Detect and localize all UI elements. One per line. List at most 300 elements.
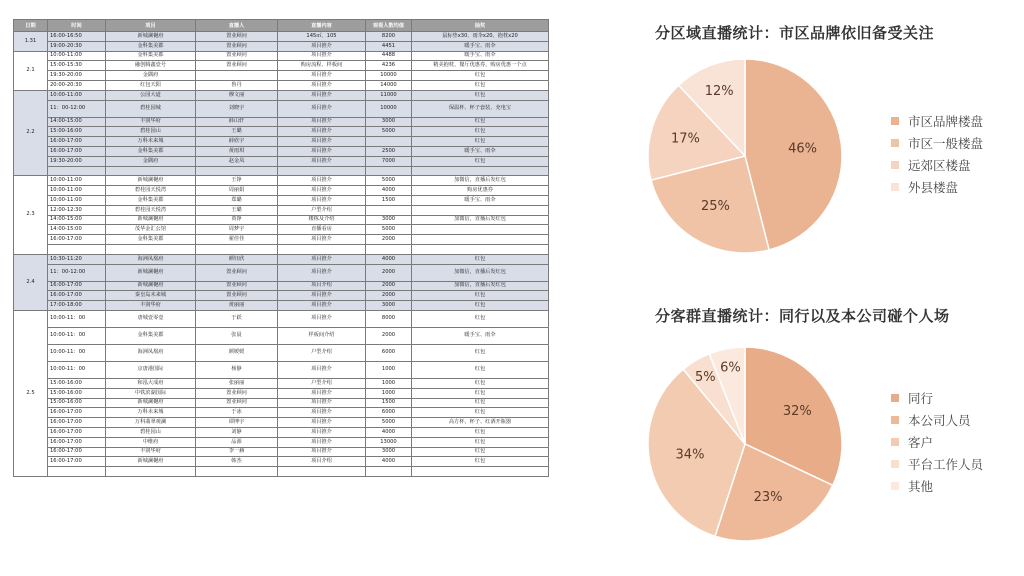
cell-time: 16:00-17:00 bbox=[48, 408, 106, 418]
cell-viewers bbox=[366, 205, 412, 215]
cell-time: 19:00-20:30 bbox=[48, 41, 106, 51]
cell-host bbox=[196, 166, 278, 176]
cell-prize: 红包 bbox=[412, 254, 549, 264]
cell-content bbox=[278, 467, 366, 477]
cell-viewers: 1000 bbox=[366, 378, 412, 388]
cell-project: 京唐港国际 bbox=[106, 361, 196, 378]
cell-prize: 购房优惠券 bbox=[412, 186, 549, 196]
cell-content: 项目推介 bbox=[278, 437, 366, 447]
cell-time: 16:00-16:50 bbox=[48, 32, 106, 42]
cell-prize: 精美抱枕、餐厅优惠券、购房优惠一个点 bbox=[412, 61, 549, 71]
cell-content: 项目推介 bbox=[278, 310, 366, 327]
cell-time: 10:00-11：00 bbox=[48, 310, 106, 327]
cell-project: 金科集美郡 bbox=[106, 195, 196, 205]
cell-prize: 红包 bbox=[412, 127, 549, 137]
col-header-host: 直播人 bbox=[196, 20, 278, 32]
cell-viewers: 4236 bbox=[366, 61, 412, 71]
cell-viewers: 3000 bbox=[366, 301, 412, 311]
legend-item bbox=[891, 431, 983, 453]
cell-host bbox=[196, 71, 278, 81]
cell-prize: 加微信，直播后发红包 bbox=[412, 264, 549, 281]
table-row bbox=[14, 447, 549, 457]
cell-project bbox=[106, 467, 196, 477]
cell-viewers bbox=[366, 137, 412, 147]
cell-prize: 加微信，直播后发红包 bbox=[412, 176, 549, 186]
cell-time: 10:00-11:00 bbox=[48, 51, 106, 61]
legend-swatch bbox=[891, 416, 899, 424]
cell-project: 新城澜樾府 bbox=[106, 176, 196, 186]
cell-prize: 暖手宝、雨伞 bbox=[412, 327, 549, 344]
cell-viewers: 5000 bbox=[366, 127, 412, 137]
cell-host: 薛山轩 bbox=[196, 117, 278, 127]
cell-date: 2.1 bbox=[14, 51, 48, 90]
legend-swatch bbox=[891, 482, 899, 490]
cell-time: 16:00-17:00 bbox=[48, 437, 106, 447]
cell-viewers: 2000 bbox=[366, 264, 412, 281]
cell-viewers: 1500 bbox=[366, 195, 412, 205]
cell-viewers: 2000 bbox=[366, 235, 412, 245]
slice-label: 12% bbox=[704, 83, 734, 99]
cell-viewers: 3000 bbox=[366, 215, 412, 225]
legend-label: 客户 bbox=[908, 435, 934, 450]
chart1-legend bbox=[891, 110, 983, 198]
cell-project: 中维府 bbox=[106, 437, 196, 447]
cell-project: 丰润华府 bbox=[106, 447, 196, 457]
table-row bbox=[14, 90, 549, 100]
cell-project: 和泓大成府 bbox=[106, 378, 196, 388]
cell-viewers: 14000 bbox=[366, 80, 412, 90]
cell-prize: 加微信，直播后发红包 bbox=[412, 215, 549, 225]
cell-prize: 红包 bbox=[412, 310, 549, 327]
cell-project: 红包天阳 bbox=[106, 80, 196, 90]
cell-host: 置业顾问 bbox=[196, 51, 278, 61]
cell-content: 项目介绍 bbox=[278, 457, 366, 467]
table-row bbox=[14, 457, 549, 467]
table-row bbox=[14, 186, 549, 196]
table-row bbox=[14, 71, 549, 81]
cell-prize: 加微信，直播后发红包 bbox=[412, 281, 549, 291]
chart2-legend bbox=[891, 387, 983, 497]
cell-time: 16:00-17:00 bbox=[48, 235, 106, 245]
legend-swatch bbox=[891, 117, 899, 125]
table-row bbox=[14, 301, 549, 311]
cell-time: 16:00-17:00 bbox=[48, 146, 106, 156]
cell-project: 海洲凤凰府 bbox=[106, 344, 196, 361]
cell-prize: 暖手宝、雨伞 bbox=[412, 51, 549, 61]
cell-content: 项目推介 bbox=[278, 90, 366, 100]
cell-content: 项目推介 bbox=[278, 301, 366, 311]
cell-date: 1.31 bbox=[14, 32, 48, 52]
cell-time: 10:00-11：00 bbox=[48, 327, 106, 344]
cell-time: 10:00-11：00 bbox=[48, 344, 106, 361]
cell-project: 金科集美郡 bbox=[106, 146, 196, 156]
cell-prize: 暖手宝、雨伞 bbox=[412, 41, 549, 51]
cell-content: 户型介绍 bbox=[278, 378, 366, 388]
cell-host: 张晨 bbox=[196, 327, 278, 344]
cell-viewers: 1000 bbox=[366, 361, 412, 378]
cell-host: 颜钰欣 bbox=[196, 254, 278, 264]
cell-content: 项目推介 bbox=[278, 176, 366, 186]
cell-host: 张丽丽 bbox=[196, 378, 278, 388]
cell-prize: 红包 bbox=[412, 117, 549, 127]
cell-content: 户型介绍 bbox=[278, 344, 366, 361]
chart2-pie bbox=[645, 344, 845, 544]
cell-prize bbox=[412, 467, 549, 477]
table-body bbox=[14, 32, 549, 477]
legend-item bbox=[891, 110, 983, 132]
cell-content: 项目推介 bbox=[278, 41, 366, 51]
cell-project: 金科集美郡 bbox=[106, 51, 196, 61]
cell-prize: 红包 bbox=[412, 361, 549, 378]
cell-content: 项目推介 bbox=[278, 100, 366, 117]
slice-label: 25% bbox=[701, 198, 730, 214]
legend-swatch bbox=[891, 183, 899, 191]
cell-content: 项目推介 bbox=[278, 146, 366, 156]
cell-time: 17:00-18:00 bbox=[48, 301, 106, 311]
cell-prize: 红包 bbox=[412, 378, 549, 388]
cell-viewers: 4000 bbox=[366, 457, 412, 467]
cell-content: 直播看房 bbox=[278, 225, 366, 235]
cell-project: 新城澜樾府 bbox=[106, 264, 196, 281]
cell-prize: 红包 bbox=[412, 137, 549, 147]
table-row bbox=[14, 344, 549, 361]
legend-label: 其他 bbox=[908, 479, 934, 494]
table-row bbox=[14, 327, 549, 344]
table-row bbox=[14, 156, 549, 166]
cell-time: 16:00-17:00 bbox=[48, 427, 106, 437]
col-header-content: 直播内容 bbox=[278, 20, 366, 32]
cell-time bbox=[48, 467, 106, 477]
table-row bbox=[14, 408, 549, 418]
cell-project: 新城澜樾府 bbox=[106, 398, 196, 408]
cell-content: 项目推介 bbox=[278, 186, 366, 196]
cell-content: 楼栋及介绍 bbox=[278, 215, 366, 225]
cell-time: 16:00-17:00 bbox=[48, 137, 106, 147]
cell-viewers: 3000 bbox=[366, 447, 412, 457]
cell-date: 2.4 bbox=[14, 254, 48, 310]
table-row bbox=[14, 137, 549, 147]
cell-time: 10:00-11:00 bbox=[48, 90, 106, 100]
table-row bbox=[14, 310, 549, 327]
cell-time: 15:00-15:30 bbox=[48, 61, 106, 71]
cell-host: 刘晓宇 bbox=[196, 100, 278, 117]
cell-content: 项目推介 bbox=[278, 427, 366, 437]
slice-label: 6% bbox=[720, 360, 741, 376]
cell-viewers: 11000 bbox=[366, 90, 412, 100]
cell-host: 郑璐 bbox=[196, 195, 278, 205]
chart1-title: 分区域直播统计：市区品牌依旧备受关注 bbox=[655, 24, 935, 42]
cell-project: 万科未来城 bbox=[106, 408, 196, 418]
cell-content: 项目推介 bbox=[278, 117, 366, 127]
slice-label: 34% bbox=[675, 447, 705, 463]
cell-content: 项目推介 bbox=[278, 408, 366, 418]
cell-time: 10:00-11:00 bbox=[48, 186, 106, 196]
cell-project bbox=[106, 166, 196, 176]
table-row bbox=[14, 418, 549, 428]
cell-content: 项目推介 bbox=[278, 137, 366, 147]
cell-content: 项目推介 bbox=[278, 388, 366, 398]
cell-viewers bbox=[366, 166, 412, 176]
table-row bbox=[14, 41, 549, 51]
cell-viewers: 7000 bbox=[366, 156, 412, 166]
cell-host: 薛欣宇 bbox=[196, 137, 278, 147]
cell-time: 16:00-17:00 bbox=[48, 457, 106, 467]
cell-project: 新城澜樾府 bbox=[106, 215, 196, 225]
table-row bbox=[14, 176, 549, 186]
legend-swatch bbox=[891, 460, 899, 468]
cell-project: 新城澜樾府 bbox=[106, 457, 196, 467]
cell-content: 项目推介 bbox=[278, 447, 366, 457]
cell-host: 颜媛媛 bbox=[196, 344, 278, 361]
cell-content: 项目推介 bbox=[278, 361, 366, 378]
cell-viewers: 2000 bbox=[366, 281, 412, 291]
cell-prize bbox=[412, 166, 549, 176]
cell-host: 杨静 bbox=[196, 361, 278, 378]
cell-host: 刘静 bbox=[196, 427, 278, 437]
cell-viewers: 2000 bbox=[366, 327, 412, 344]
cell-host: 置业顾问 bbox=[196, 291, 278, 301]
cell-host: 翟佳佳 bbox=[196, 235, 278, 245]
cell-time bbox=[48, 244, 106, 254]
cell-time: 16:00-17:00 bbox=[48, 418, 106, 428]
table-row bbox=[14, 388, 549, 398]
cell-content: 项目推介 bbox=[278, 51, 366, 61]
cell-project: 金科集美郡 bbox=[106, 235, 196, 245]
cell-viewers: 1000 bbox=[366, 388, 412, 398]
table-row bbox=[14, 117, 549, 127]
legend-item bbox=[891, 176, 983, 198]
cell-host bbox=[196, 467, 278, 477]
cell-viewers: 3000 bbox=[366, 117, 412, 127]
cell-prize: 红包 bbox=[412, 408, 549, 418]
cell-host: 周丽娟 bbox=[196, 186, 278, 196]
col-header-time: 时间 bbox=[48, 20, 106, 32]
cell-prize: 红包 bbox=[412, 388, 549, 398]
cell-prize: 红包 bbox=[412, 344, 549, 361]
cell-time: 15:00-16:00 bbox=[48, 378, 106, 388]
cell-host: 黄雨琪 bbox=[196, 146, 278, 156]
cell-content: 项目推介 bbox=[278, 71, 366, 81]
cell-viewers: 8000 bbox=[366, 310, 412, 327]
table-row bbox=[14, 51, 549, 61]
cell-content bbox=[278, 244, 366, 254]
legend-label: 平台工作人员 bbox=[908, 457, 984, 472]
cell-prize: 红包 bbox=[412, 437, 549, 447]
table-row bbox=[14, 166, 549, 176]
cell-content: 项目推介 bbox=[278, 156, 366, 166]
cell-prize: 红包 bbox=[412, 447, 549, 457]
cell-host: 鲁丹 bbox=[196, 80, 278, 90]
cell-time: 10:00-11：00 bbox=[48, 361, 106, 378]
cell-viewers: 10000 bbox=[366, 71, 412, 81]
cell-project: 新城澜樾府 bbox=[106, 281, 196, 291]
cell-prize bbox=[412, 244, 549, 254]
cell-host: 于冰 bbox=[196, 408, 278, 418]
cell-time: 16:00-17:00 bbox=[48, 281, 106, 291]
cell-viewers: 1500 bbox=[366, 398, 412, 408]
cell-viewers: 6000 bbox=[366, 408, 412, 418]
cell-date: 2.3 bbox=[14, 176, 48, 254]
cell-project: 茂华金汇公馆 bbox=[106, 225, 196, 235]
cell-time: 11：00-12:00 bbox=[48, 264, 106, 281]
cell-time: 12:00-12:30 bbox=[48, 205, 106, 215]
table-row bbox=[14, 264, 549, 281]
cell-host: 于跃 bbox=[196, 310, 278, 327]
cell-content: 项目推介 bbox=[278, 291, 366, 301]
legend-item bbox=[891, 387, 983, 409]
cell-viewers: 5000 bbox=[366, 418, 412, 428]
cell-viewers: 5000 bbox=[366, 176, 412, 186]
cell-host: 谭博宇 bbox=[196, 418, 278, 428]
table-row bbox=[14, 215, 549, 225]
cell-host: 置业顾问 bbox=[196, 398, 278, 408]
cell-host: 置业顾问 bbox=[196, 61, 278, 71]
cell-time: 14:00-15:00 bbox=[48, 225, 106, 235]
cell-prize bbox=[412, 205, 549, 215]
cell-prize: 红包 bbox=[412, 291, 549, 301]
cell-prize: 红包 bbox=[412, 156, 549, 166]
cell-prize: 鼠标垫x30、雨伞x20、抱枕x20 bbox=[412, 32, 549, 42]
cell-prize: 红包 bbox=[412, 301, 549, 311]
cell-prize: 红包 bbox=[412, 457, 549, 467]
cell-time: 15:00-16:00 bbox=[48, 398, 106, 408]
legend-label: 本公司人员 bbox=[908, 413, 971, 428]
cell-content: 购房流程、样板间 bbox=[278, 61, 366, 71]
cell-host bbox=[196, 244, 278, 254]
cell-date: 2.2 bbox=[14, 90, 48, 176]
col-header-prize: 抽奖 bbox=[412, 20, 549, 32]
cell-content: 项目推介 bbox=[278, 80, 366, 90]
table-row bbox=[14, 281, 549, 291]
cell-project: 丰润华府 bbox=[106, 117, 196, 127]
table-row bbox=[14, 398, 549, 408]
cell-time: 11：00-12:00 bbox=[48, 100, 106, 117]
cell-host: 置业顾问 bbox=[196, 264, 278, 281]
cell-time bbox=[48, 166, 106, 176]
cell-viewers: 10000 bbox=[366, 100, 412, 117]
legend-label: 同行 bbox=[908, 391, 934, 406]
table-row bbox=[14, 427, 549, 437]
table-row bbox=[14, 361, 549, 378]
cell-content: 145㎡、105 bbox=[278, 32, 366, 42]
cell-prize: 红包 bbox=[412, 71, 549, 81]
slice-label: 17% bbox=[671, 131, 700, 147]
legend-item bbox=[891, 409, 983, 431]
cell-project: 新城澜樾府 bbox=[106, 32, 196, 42]
cell-viewers: 6000 bbox=[366, 344, 412, 361]
table-header-row bbox=[14, 20, 549, 32]
cell-host: 李一赫 bbox=[196, 447, 278, 457]
cell-project: 公园大道 bbox=[106, 90, 196, 100]
cell-project: 碧桂园天悦湾 bbox=[106, 205, 196, 215]
cell-host: 王璐 bbox=[196, 127, 278, 137]
cell-time: 14:00-15:00 bbox=[48, 117, 106, 127]
cell-prize: 红包 bbox=[412, 398, 549, 408]
cell-content: 项目推介 bbox=[278, 254, 366, 264]
table-row bbox=[14, 254, 549, 264]
cell-host: 黄丽丽 bbox=[196, 301, 278, 311]
cell-project: 金隅府 bbox=[106, 156, 196, 166]
cell-host: 置业顾问 bbox=[196, 281, 278, 291]
legend-label: 市区一般楼盘 bbox=[908, 136, 984, 151]
table-row bbox=[14, 244, 549, 254]
cell-prize: 红包 bbox=[412, 80, 549, 90]
col-header-date: 日期 bbox=[14, 20, 48, 32]
cell-content: 户型介绍 bbox=[278, 205, 366, 215]
cell-prize: 暖手宝、雨伞 bbox=[412, 146, 549, 156]
cell-content: 项目推介 bbox=[278, 195, 366, 205]
cell-time: 19:30-20:00 bbox=[48, 71, 106, 81]
cell-project: 碧桂园山 bbox=[106, 427, 196, 437]
cell-host: 置业顾问 bbox=[196, 388, 278, 398]
cell-content: 项目推介 bbox=[278, 398, 366, 408]
cell-project: 丰润华府 bbox=[106, 301, 196, 311]
cell-content: 项目推介 bbox=[278, 235, 366, 245]
table-row bbox=[14, 80, 549, 90]
legend-swatch bbox=[891, 394, 899, 402]
cell-time: 15:00-16:00 bbox=[48, 388, 106, 398]
cell-prize: 高方杯、杯子、红酒开瓶器 bbox=[412, 418, 549, 428]
cell-content: 项目推介 bbox=[278, 127, 366, 137]
cell-host: 王铮 bbox=[196, 176, 278, 186]
legend-item bbox=[891, 132, 983, 154]
cell-time: 16:00-17:00 bbox=[48, 447, 106, 457]
table-row bbox=[14, 437, 549, 447]
cell-host: 置业顾问 bbox=[196, 41, 278, 51]
cell-viewers: 4000 bbox=[366, 254, 412, 264]
slice-label: 23% bbox=[753, 490, 783, 506]
cell-project: 碧桂园山 bbox=[106, 127, 196, 137]
table-row bbox=[14, 32, 549, 42]
table-row bbox=[14, 467, 549, 477]
legend-item bbox=[891, 475, 983, 497]
slice-label: 32% bbox=[782, 403, 812, 419]
cell-host: 韩杰 bbox=[196, 457, 278, 467]
cell-project: 碧桂园天悦湾 bbox=[106, 186, 196, 196]
cell-time: 16:00-17:00 bbox=[48, 291, 106, 301]
col-header-project: 项目 bbox=[106, 20, 196, 32]
cell-project bbox=[106, 244, 196, 254]
cell-viewers: 4488 bbox=[366, 51, 412, 61]
slice-label: 5% bbox=[694, 369, 716, 385]
cell-viewers bbox=[366, 244, 412, 254]
cell-host: 置业顾问 bbox=[196, 32, 278, 42]
cell-prize: 红包 bbox=[412, 90, 549, 100]
cell-time: 19:30-20:00 bbox=[48, 156, 106, 166]
cell-project: 融创腾鑫壹号 bbox=[106, 61, 196, 71]
cell-project: 万科翡翠观澜 bbox=[106, 418, 196, 428]
cell-host: 赵金凤 bbox=[196, 156, 278, 166]
table-row bbox=[14, 378, 549, 388]
cell-content bbox=[278, 166, 366, 176]
cell-host: 穆文丽 bbox=[196, 90, 278, 100]
table-row bbox=[14, 146, 549, 156]
legend-item bbox=[891, 453, 983, 475]
cell-host: 品源 bbox=[196, 437, 278, 447]
legend-swatch bbox=[891, 139, 899, 147]
cell-time: 10:30-11:20 bbox=[48, 254, 106, 264]
table-row bbox=[14, 127, 549, 137]
cell-host: 贾铮 bbox=[196, 215, 278, 225]
cell-date: 2.5 bbox=[14, 310, 48, 476]
col-header-viewers: 观看人数均值 bbox=[366, 20, 412, 32]
cell-time: 10:00-11:00 bbox=[48, 176, 106, 186]
legend-label: 市区品牌楼盘 bbox=[908, 114, 984, 129]
cell-viewers: 13000 bbox=[366, 437, 412, 447]
cell-viewers: 4000 bbox=[366, 186, 412, 196]
cell-prize: 红包 bbox=[412, 427, 549, 437]
cell-project: 中铁滨湖国际 bbox=[106, 388, 196, 398]
